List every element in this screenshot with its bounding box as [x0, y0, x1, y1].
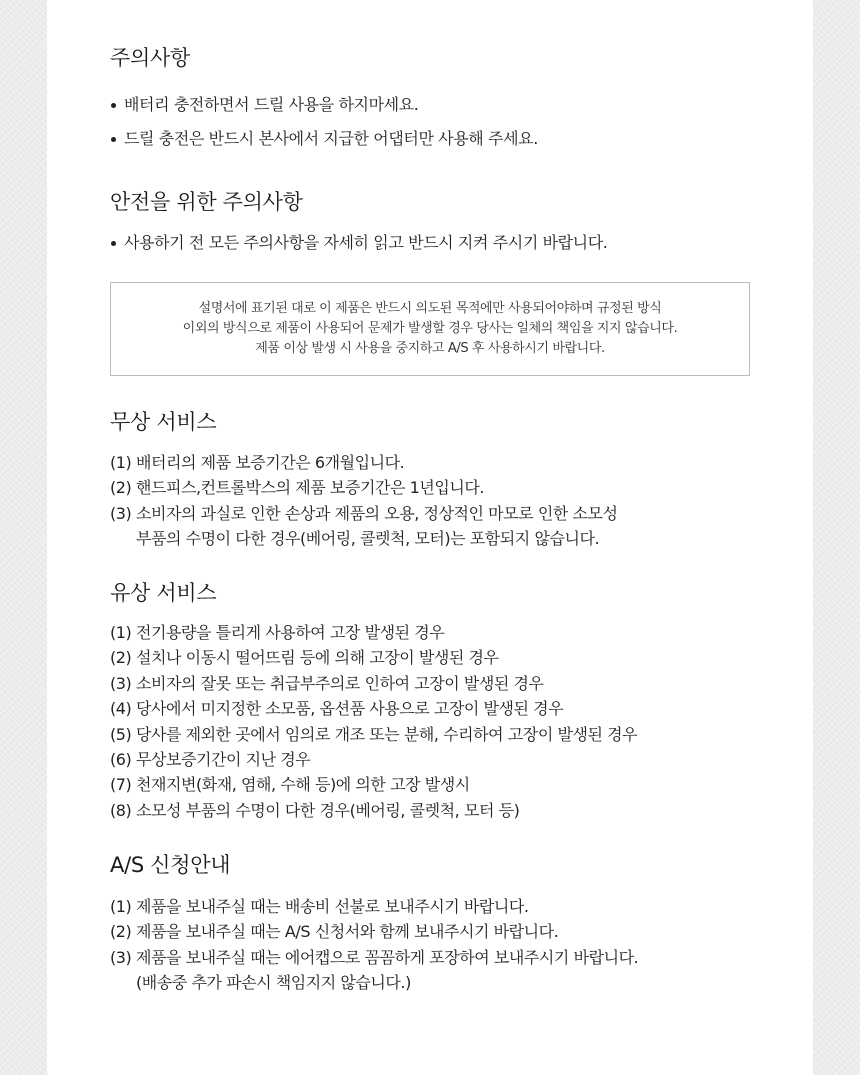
caution-item: 배터리 충전하면서 드릴 사용을 하지마세요. [110, 95, 538, 129]
paid-service-heading: 유상 서비스 [110, 581, 217, 605]
free-service-item: (2) 핸드피스,컨트롤박스의 제품 보증기간은 1년입니다. [110, 478, 484, 498]
free-service-heading: 무상 서비스 [110, 410, 217, 434]
as-guide-heading: A/S 신청안내 [110, 853, 231, 877]
free-service-list [110, 450, 617, 552]
caution-list [110, 95, 538, 163]
safety-notice-box [110, 282, 750, 376]
free-service-item-continuation: 부품의 수명이 다한 경우(베어링, 콜렛척, 모터)는 포함되지 않습니다. [136, 529, 600, 549]
notice-line: 설명서에 표기된 대로 이 제품은 반드시 의도된 목적에만 사용되어야하며 규정된 방식 [198, 301, 662, 316]
as-guide-item: (2) 제품을 보내주실 때는 A/S 신청서와 함께 보내주시기 바랍니다. [110, 922, 559, 942]
paid-service-list [110, 620, 637, 823]
free-service-item: (3) 소비자의 과실로 인한 손상과 제품의 오용, 정상적인 마모로 인한 소모성 부품의 수명이 다한 경우(베어링, 콜렛척, 모터)는 포함되지 않습니다. [110, 501, 617, 552]
paid-service-item: (1) 전기용량을 틀리게 사용하여 고장 발생된 경우 [110, 623, 445, 642]
safety-list [110, 233, 607, 267]
paid-service-item: (7) 천재지변(화재, 염해, 수해 등)에 의한 고장 발생시 [110, 775, 470, 795]
free-service-item: (1) 배터리의 제품 보증기간은 6개월입니다. [110, 453, 405, 472]
as-guide-item-continuation: (배송중 추가 파손시 책임지지 않습니다.) [136, 973, 411, 993]
as-guide-list [110, 894, 638, 996]
caution-item: 드릴 충전은 반드시 본사에서 지급한 어댑터만 사용해 주세요. [110, 129, 538, 163]
notice-line: 이외의 방식으로 제품이 사용되어 문제가 발생할 경우 당사는 일체의 책임을 지지 않습니다. [182, 321, 678, 336]
paid-service-item: (8) 소모성 부품의 수명이 다한 경우(베어링, 콜렛척, 모터 등) [110, 800, 520, 820]
notice-line: 제품 이상 발생 시 사용을 중지하고 A/S 후 사용하시기 바랍니다. [255, 341, 605, 356]
caution-heading: 주의사항 [110, 46, 190, 70]
paid-service-item: (3) 소비자의 잘못 또는 취급부주의로 인하여 고장이 발생된 경우 [110, 673, 544, 693]
document-page [47, 0, 813, 1075]
paid-service-item: (2) 설치나 이동시 떨어뜨림 등에 의해 고장이 발생된 경우 [110, 648, 499, 668]
paid-service-item: (4) 당사에서 미지정한 소모품, 옵션품 사용으로 고장이 발생된 경우 [110, 699, 564, 719]
as-guide-item: (3) 제품을 보내주실 때는 에어캡으로 꼼꼼하게 포장하여 보내주시기 바랍니다. (배송중 추가 파손시 책임지지 않습니다.) [110, 945, 638, 996]
paid-service-item: (5) 당사를 제외한 곳에서 임의로 개조 또는 분해, 수리하여 고장이 발생된 경우 [110, 724, 638, 744]
safety-item: 사용하기 전 모든 주의사항을 자세히 읽고 반드시 지켜 주시기 바랍니다. [110, 233, 607, 267]
paid-service-item: (6) 무상보증기간이 지난 경우 [110, 750, 311, 770]
as-guide-item: (1) 제품을 보내주실 때는 배송비 선불로 보내주시기 바랍니다. [110, 897, 529, 916]
safety-heading: 안전을 위한 주의사항 [110, 190, 303, 214]
